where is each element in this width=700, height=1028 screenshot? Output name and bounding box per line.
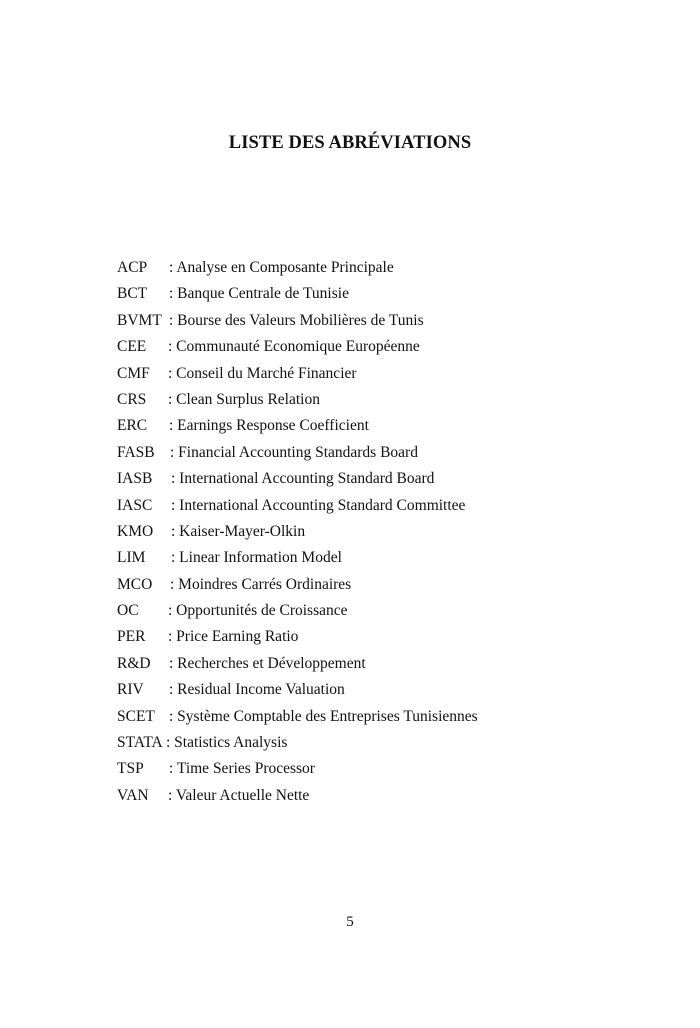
abbreviation-term: R&D: [117, 654, 151, 672]
abbreviation-term: IASB: [117, 470, 153, 488]
abbreviation-term: TSP: [117, 760, 144, 778]
page-title: LISTE DES ABRÉVIATIONS: [228, 133, 472, 153]
abbreviation-definition: : Linear Information Model: [171, 549, 342, 567]
abbreviation-term: IASC: [117, 496, 153, 514]
abbreviation-definition: : Statistics Analysis: [166, 734, 288, 752]
abbreviation-definition: : Financial Accounting Standards Board: [170, 443, 418, 461]
abbreviation-term: CMF: [117, 364, 150, 382]
list-item: [117, 364, 637, 390]
list-item: [117, 311, 637, 337]
abbreviation-definition: : Banque Centrale de Tunisie: [169, 285, 349, 303]
list-item: [117, 654, 637, 680]
abbreviation-term: CRS: [117, 390, 147, 408]
list-item: [117, 390, 637, 416]
list-item: [117, 786, 637, 812]
abbreviation-term: CEE: [117, 338, 147, 356]
abbreviation-definition: : Kaiser-Mayer-Olkin: [171, 522, 306, 540]
abbreviation-list: [117, 258, 637, 812]
list-item: [117, 601, 637, 627]
abbreviation-term: PER: [117, 628, 146, 646]
abbreviation-definition: : Conseil du Marché Financier: [168, 364, 357, 382]
list-item: [117, 337, 637, 363]
list-item: [117, 759, 637, 785]
list-item: [117, 443, 637, 469]
abbreviation-definition: : International Accounting Standard Committee: [171, 496, 466, 514]
abbreviation-definition: : International Accounting Standard Board: [171, 470, 435, 488]
abbreviation-term: ACP: [117, 259, 148, 276]
abbreviation-definition: : Moindres Carrés Ordinaires: [170, 575, 352, 593]
abbreviation-term: RIV: [117, 681, 144, 699]
abbreviation-term: FASB: [117, 443, 155, 461]
list-item: [117, 627, 637, 653]
abbreviation-term: LIM: [117, 549, 146, 567]
abbreviation-term: BVMT: [117, 311, 162, 329]
abbreviation-term: OC: [117, 602, 139, 620]
abbreviation-term: MCO: [117, 575, 153, 593]
abbreviation-definition: : Opportunités de Croissance: [168, 602, 348, 620]
abbreviation-definition: : Recherches et Développement: [169, 654, 366, 672]
abbreviation-term: SCET: [117, 707, 155, 725]
abbreviation-definition: : Valeur Actuelle Nette: [168, 786, 310, 804]
abbreviation-definition: : Time Series Processor: [169, 760, 315, 778]
list-item: [117, 680, 637, 706]
list-item: [117, 284, 637, 310]
abbreviation-term: STATA: [117, 734, 163, 752]
list-item: [117, 416, 637, 442]
list-item: [117, 258, 637, 284]
list-item: [117, 733, 637, 759]
list-item: [117, 707, 637, 733]
list-item: [117, 575, 637, 601]
abbreviation-definition: : Analyse en Composante Principale: [169, 259, 394, 276]
page-number: 5: [346, 914, 354, 930]
list-item: [117, 522, 637, 548]
list-item: [117, 548, 637, 574]
abbreviation-definition: : Residual Income Valuation: [169, 681, 345, 699]
abbreviation-term: KMO: [117, 522, 154, 540]
abbreviation-definition: : Clean Surplus Relation: [168, 390, 320, 408]
list-item: [117, 469, 637, 495]
list-item: [117, 496, 637, 522]
abbreviation-definition: : Bourse des Valeurs Mobilières de Tunis: [169, 311, 424, 329]
abbreviation-term: ERC: [117, 417, 148, 435]
abbreviation-definition: : Système Comptable des Entreprises Tunisiennes: [169, 707, 478, 725]
abbreviation-term: BCT: [117, 285, 148, 303]
abbreviation-term: VAN: [117, 786, 149, 804]
abbreviation-definition: : Price Earning Ratio: [168, 628, 299, 646]
abbreviation-definition: : Earnings Response Coefficient: [169, 417, 369, 435]
abbreviation-definition: : Communauté Economique Européenne: [168, 338, 420, 356]
